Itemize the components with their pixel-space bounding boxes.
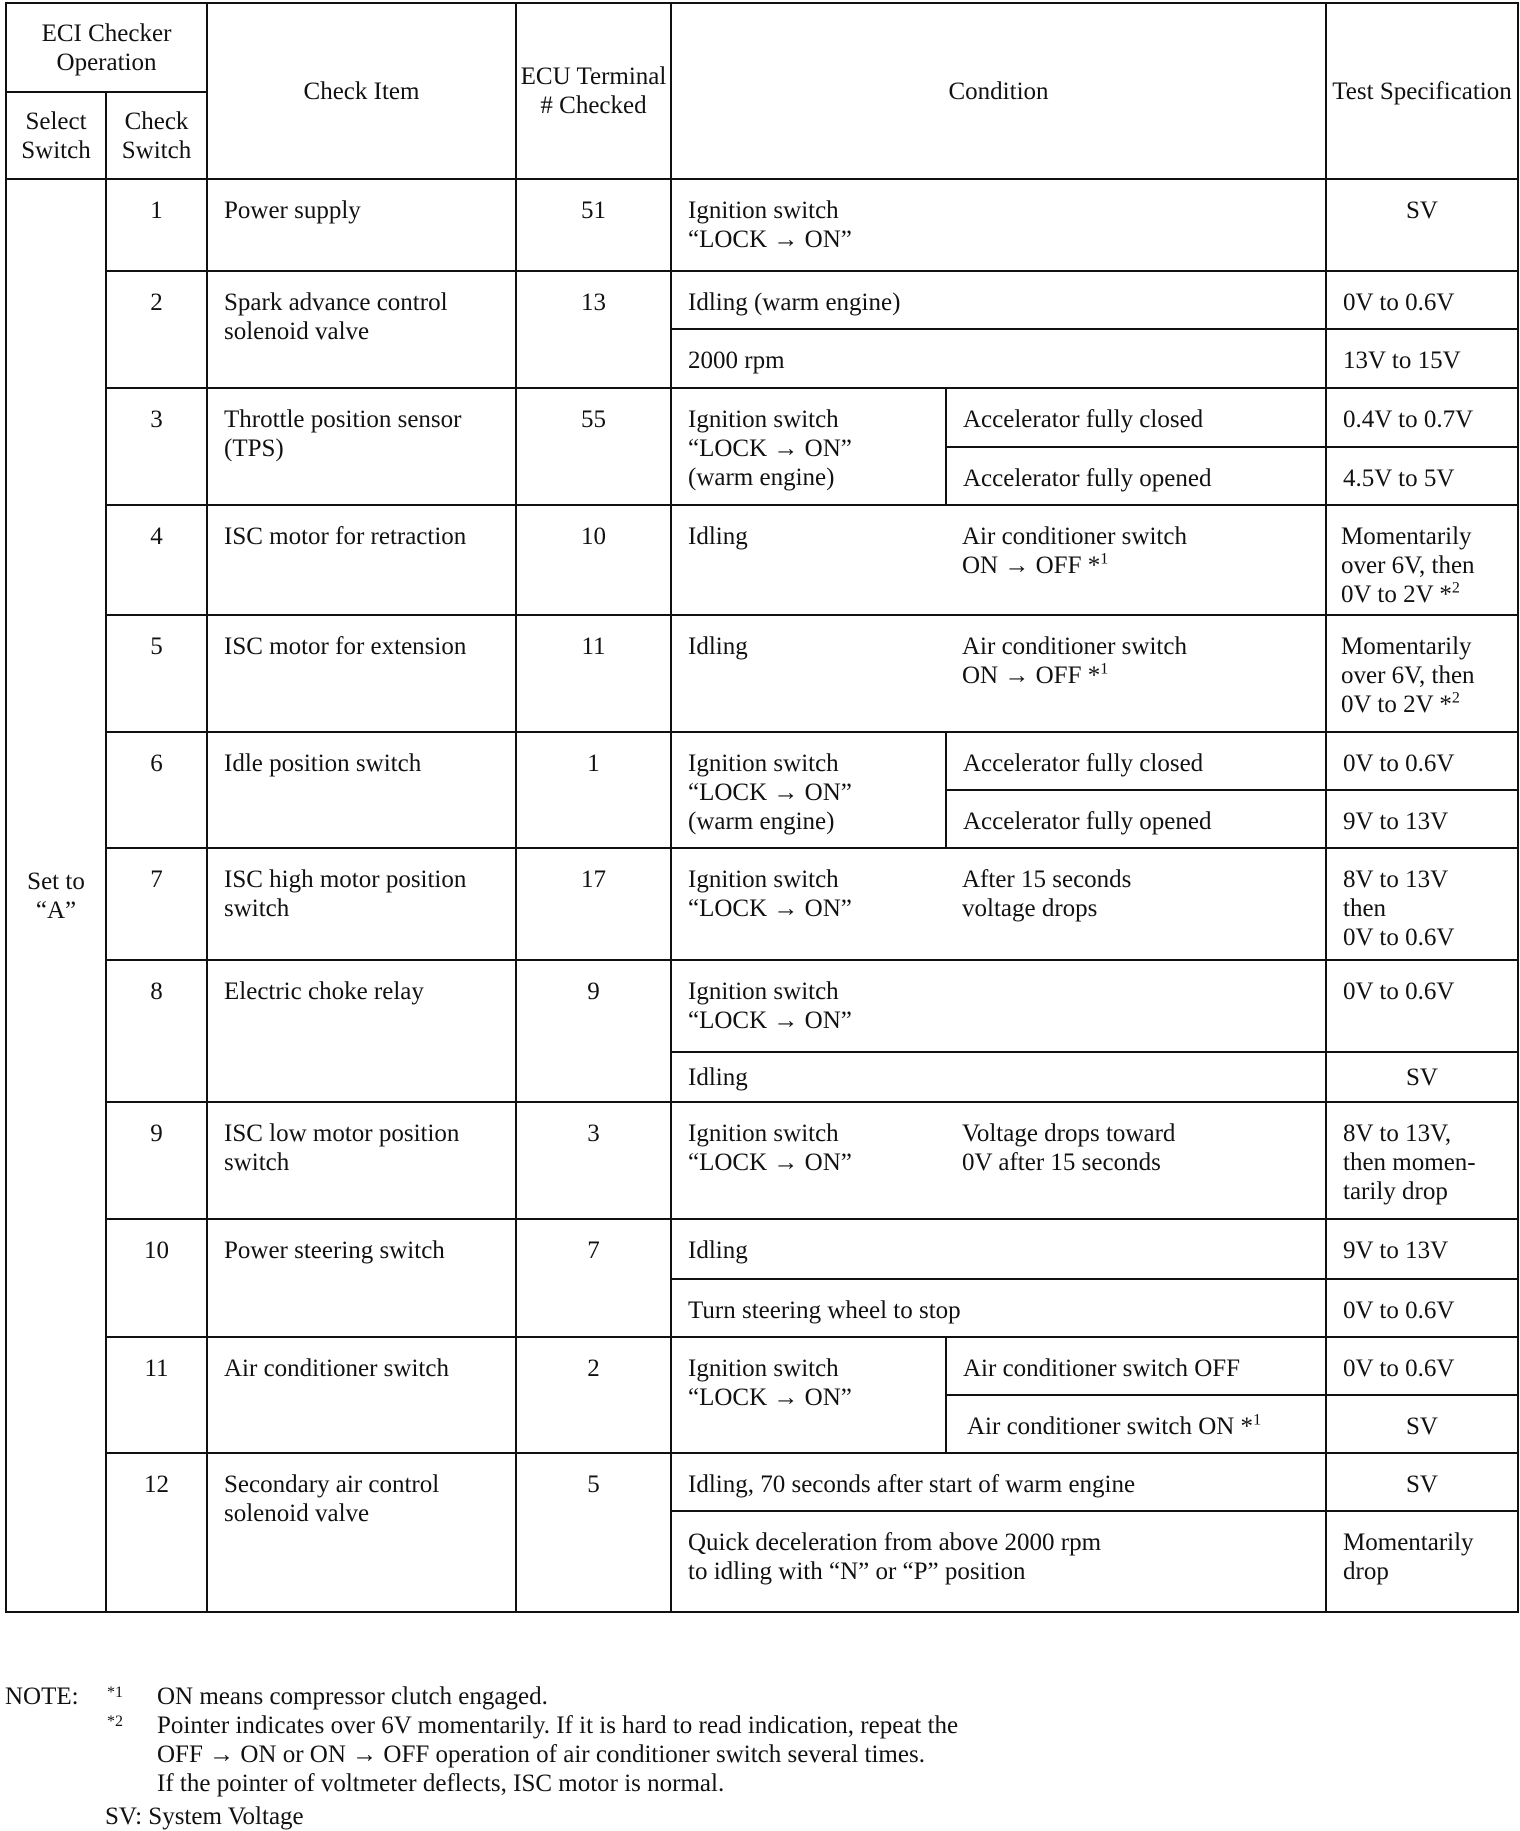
test-spec: SV [1326,179,1518,271]
test-spec: SV [1326,1453,1518,1511]
condition-sub: Accelerator fully opened [946,790,1326,848]
check-item: Power steering switch [207,1219,516,1337]
condition: Idling [671,1052,1326,1102]
condition-main: Ignition switch “LOCK → ON” [671,1337,946,1453]
ecu-terminal: 7 [516,1219,671,1337]
header-condition: Condition [671,3,1326,179]
table-row [6,1453,1518,1511]
test-spec: 0.4V to 0.7V [1326,388,1518,447]
note-2-text: Pointer indicates over 6V momentarily. If it is hard to read indication, repeat the OFF → ON or ON → OFF operation of air conditioner switch several times. If the pointer of voltmeter deflects, ISC motor is normal. [157,1712,959,1797]
check-switch-number: 10 [106,1219,207,1337]
condition: Idling (warm engine) [671,271,1326,329]
test-spec: SV [1326,1052,1518,1102]
test-spec: 13V to 15V [1326,329,1518,388]
note-label: NOTE: [5,1683,79,1710]
test-spec: 0V to 0.6V [1326,1279,1518,1337]
condition-main: Idling [671,615,946,732]
test-spec: 0V to 0.6V [1326,960,1518,1052]
table-row [6,271,1518,329]
header-eci-checker: ECI Checker Operation [6,3,207,92]
check-item: ISC low motor position switch [207,1102,516,1219]
test-spec: 0V to 0.6V [1326,732,1518,790]
header-select-switch: Select Switch [6,92,106,179]
table-row [6,615,1518,732]
condition-sub: Air conditioner switch ON → OFF *$^1$ [946,505,1326,615]
check-switch-number: 6 [106,732,207,848]
test-spec: Momentarily over 6V, then 0V to 2V *$^2$ [1326,615,1518,732]
condition: Ignition switch “LOCK → ON” [671,179,1326,271]
test-spec: 9V to 13V [1326,1219,1518,1279]
ecu-terminal: 1 [516,732,671,848]
check-switch-number: 7 [106,848,207,960]
condition-main: Ignition switch “LOCK → ON” [671,848,946,960]
select-switch-value: Set to “A” [6,179,106,1612]
eci-checker-table [5,2,1519,1613]
check-item: Secondary air control solenoid valve [207,1453,516,1612]
spec-table-container [5,2,1517,1613]
ecu-terminal: 11 [516,615,671,732]
notes-section [5,1682,1205,1798]
header-check-item: Check Item [207,3,516,179]
condition-main: Ignition switch “LOCK → ON” (warm engine) [671,388,946,505]
check-item: ISC motor for extension [207,615,516,732]
ecu-terminal: 10 [516,505,671,615]
condition: Ignition switch “LOCK → ON” [671,960,1326,1052]
check-item: Electric choke relay [207,960,516,1102]
condition-main: Idling [671,505,946,615]
header-row-1 [6,3,1518,92]
check-item: Spark advance control solenoid valve [207,271,516,388]
check-switch-number: 9 [106,1102,207,1219]
ecu-terminal: 17 [516,848,671,960]
condition-sub: Air conditioner switch ON → OFF *$^1$ [946,615,1326,732]
ecu-terminal: 2 [516,1337,671,1453]
check-switch-number: 1 [106,179,207,271]
check-item: ISC motor for retraction [207,505,516,615]
note-1-text: ON means compressor clutch engaged. [157,1683,548,1710]
check-item: Throttle position sensor (TPS) [207,388,516,505]
check-switch-number: 12 [106,1453,207,1612]
ecu-terminal: 13 [516,271,671,388]
test-spec: 8V to 13V then 0V to 0.6V [1326,848,1518,960]
condition: Turn steering wheel to stop [671,1279,1326,1337]
check-switch-number: 4 [106,505,207,615]
test-spec: Momentarily over 6V, then 0V to 2V *$^2$ [1326,505,1518,615]
check-switch-number: 2 [106,271,207,388]
test-spec: Momentarily drop [1326,1511,1518,1612]
table-row [6,179,1518,271]
table-row [6,505,1518,615]
ecu-terminal: 5 [516,1453,671,1612]
condition-main: Ignition switch “LOCK → ON” [671,1102,946,1219]
check-switch-number: 3 [106,388,207,505]
condition-sub: Voltage drops toward 0V after 15 seconds [946,1102,1326,1219]
condition: 2000 rpm [671,329,1326,388]
condition-sub: After 15 seconds voltage drops [946,848,1326,960]
condition-sub: Accelerator fully closed [946,732,1326,790]
test-spec: 0V to 0.6V [1326,271,1518,329]
note-2 [5,1711,1205,1798]
condition-sub: Air conditioner switch ON *$^1$ [946,1395,1326,1453]
ecu-terminal: 51 [516,179,671,271]
table-row [6,1337,1518,1395]
ecu-terminal: 9 [516,960,671,1102]
condition: Quick deceleration from above 2000 rpm to idling with “N” or “P” position [671,1511,1326,1612]
test-spec: SV [1326,1395,1518,1453]
test-spec: 8V to 13V, then momen- tarily drop [1326,1102,1518,1219]
condition-sub: Accelerator fully closed [946,388,1326,447]
test-spec: 0V to 0.6V [1326,1337,1518,1395]
note-2-marker: *2 [107,1713,123,1730]
condition-sub: Air conditioner switch OFF [946,1337,1326,1395]
condition: Idling [671,1219,1326,1279]
condition-main: Ignition switch “LOCK → ON” (warm engine) [671,732,946,848]
table-row [6,1219,1518,1279]
table-row [6,732,1518,790]
ecu-terminal: 55 [516,388,671,505]
table-row [6,960,1518,1052]
check-switch-number: 5 [106,615,207,732]
table-row [6,848,1518,960]
check-item: Air conditioner switch [207,1337,516,1453]
header-check-switch: Check Switch [106,92,207,179]
table-row [6,388,1518,447]
check-switch-number: 11 [106,1337,207,1453]
check-switch-number: 8 [106,960,207,1102]
table-row [6,1102,1518,1219]
header-test-spec: Test Specification [1326,3,1518,179]
check-item: ISC high motor position switch [207,848,516,960]
condition-sub: Accelerator fully opened [946,447,1326,505]
ecu-terminal: 3 [516,1102,671,1219]
condition: Idling, 70 seconds after start of warm engine [671,1453,1326,1511]
test-spec: 9V to 13V [1326,790,1518,848]
check-item: Power supply [207,179,516,271]
header-ecu-terminal: ECU Terminal # Checked [516,3,671,179]
test-spec: 4.5V to 5V [1326,447,1518,505]
check-item: Idle position switch [207,732,516,848]
sv-legend: SV: System Voltage [105,1803,304,1830]
note-1 [5,1682,1205,1711]
note-1-marker: *1 [107,1684,123,1701]
